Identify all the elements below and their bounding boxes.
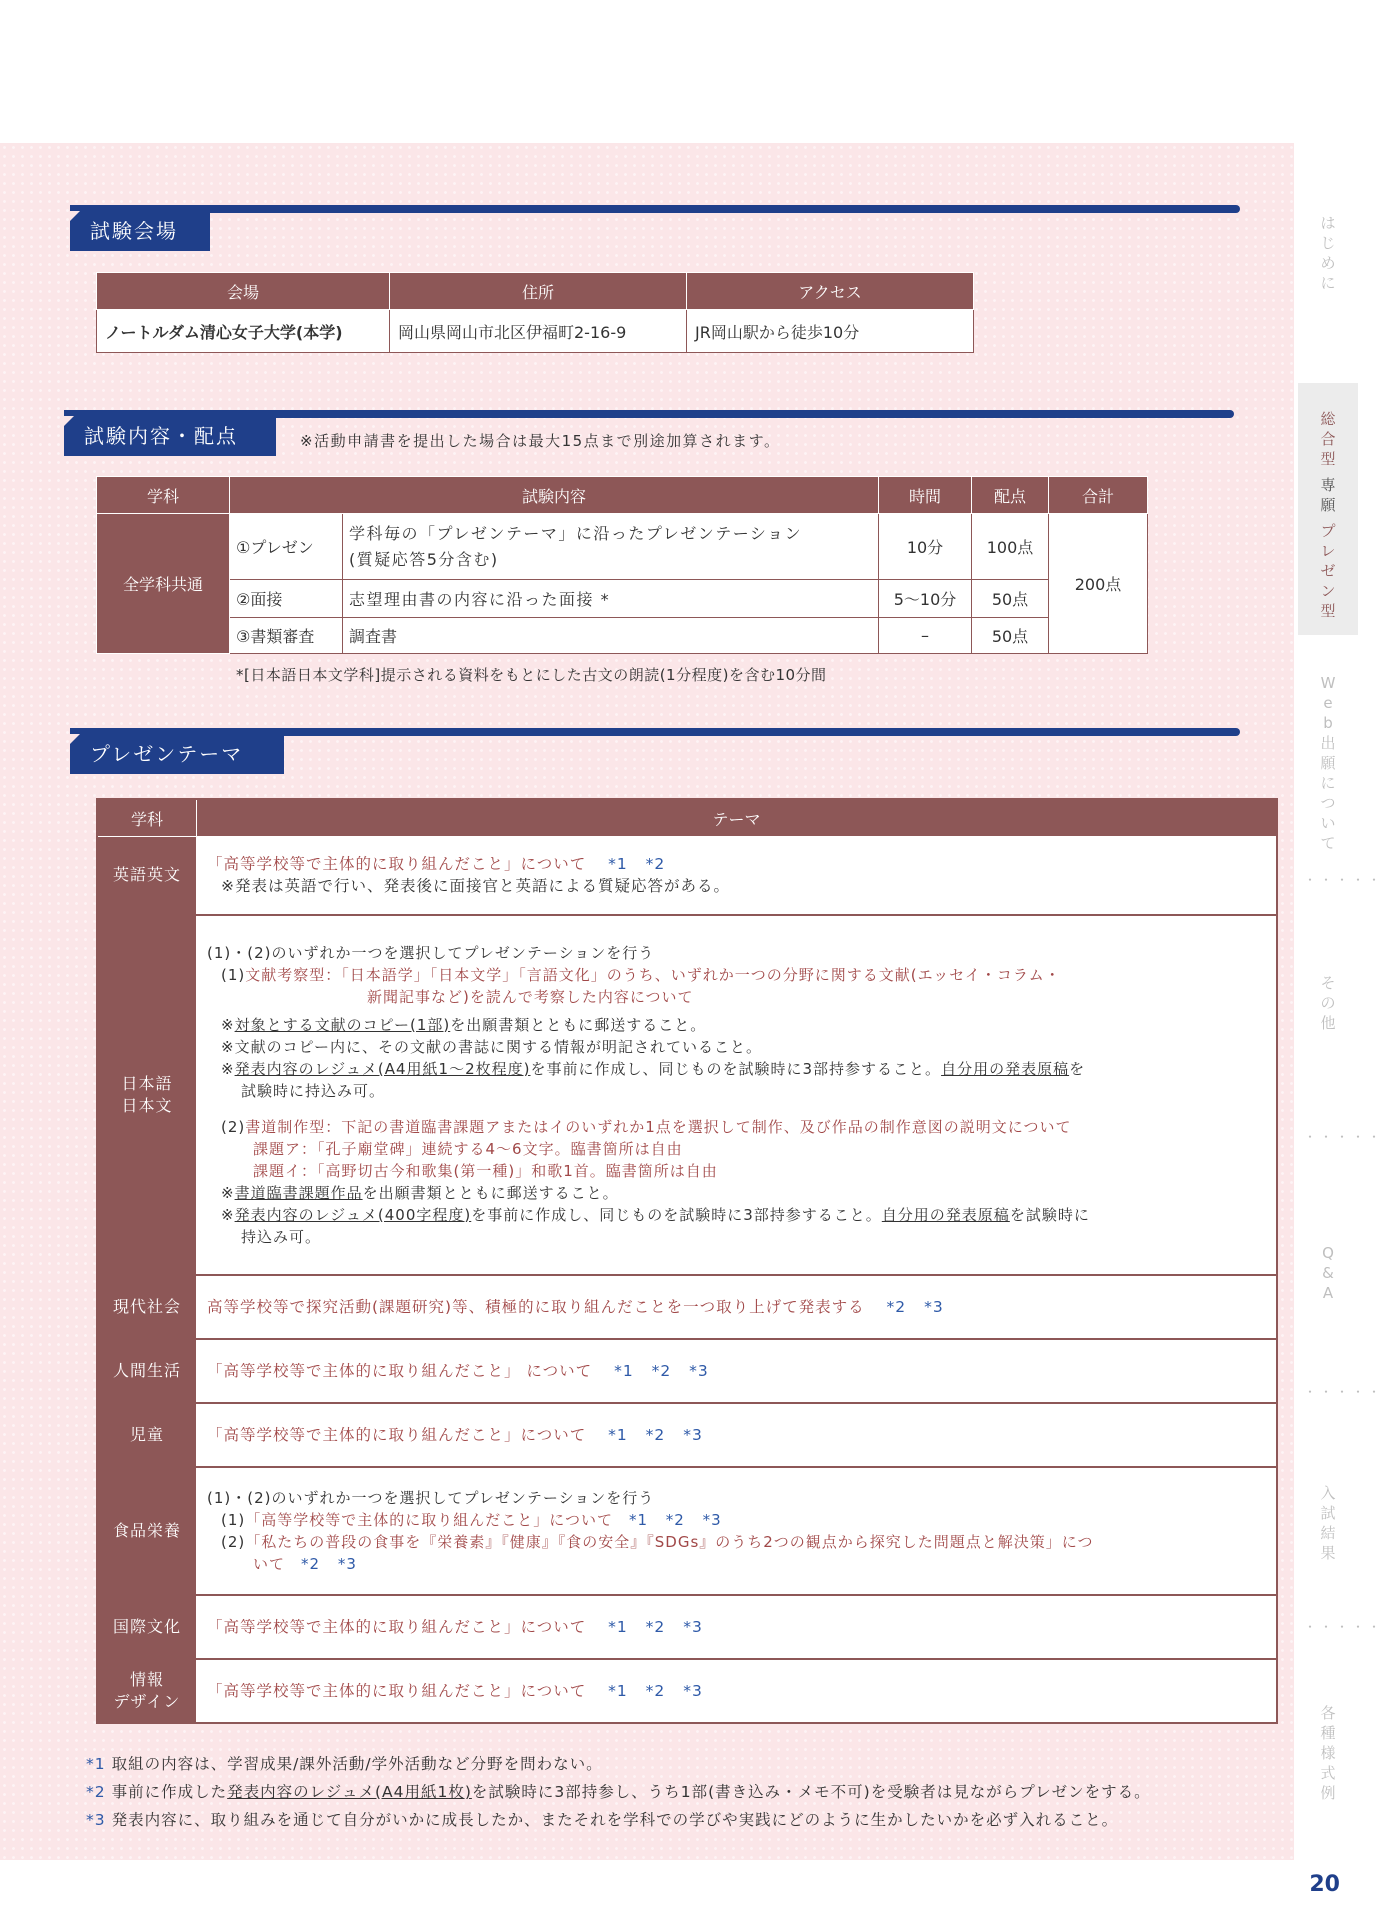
exam-points: 50点	[972, 618, 1049, 654]
exam-item: ①プレゼン	[230, 514, 343, 580]
nav-item-form-examples[interactable]: 各 種 様 式 例	[1320, 1704, 1336, 1802]
nav-divider: ・・・・・	[1304, 1620, 1384, 1634]
footnote-1: *1 取組の内容は、学習成果/課外活動/学外活動など分野を問わない。	[86, 1755, 603, 1773]
venue-name: ノートルダム清心女子大学(本学)	[97, 310, 390, 353]
nav-item-intro[interactable]: は じ め に	[1320, 214, 1336, 292]
theme-modern-society: 高等学校等で探究活動(課題研究)等、積極的に取り組んだことを一つ取り上げて発表する *2 *3	[197, 1275, 1278, 1339]
theme-header: 学科	[97, 799, 197, 837]
exam-header: 合計	[1049, 477, 1148, 514]
exam-header: 配点	[972, 477, 1049, 514]
dept-child: 児童	[97, 1403, 197, 1467]
theme-intl-culture: 「高等学校等で主体的に取り組んだこと」について *1 *2 *3	[197, 1595, 1278, 1659]
footnote-3: *3 発表内容に、取り組みを通じて自分がいかに成長したか、またそれを学科での学びや実践にどのように生かしたいかを必ず入れること。	[86, 1811, 1119, 1829]
theme-info-design: 「高等学校等で主体的に取り組んだこと」について *1 *2 *3	[197, 1659, 1278, 1723]
exam-content: 調査書	[343, 618, 879, 654]
venue-header: アクセス	[687, 273, 974, 310]
nav-item-comprehensive-presentation[interactable]: 総 合 型 専 願 プ レ ゼ ン 型	[1298, 383, 1358, 635]
exam-time: –	[879, 618, 972, 654]
footnote-2: *2 事前に作成した発表内容のレジュメ(A4用紙1枚)を試験時に3部持参し、うち1部(書き込み・メモ不可)を受験者は見ながらプレゼンをする。	[86, 1783, 1151, 1801]
section-title: 試験会場	[70, 211, 210, 251]
exam-time: 10分	[879, 514, 972, 580]
exam-points: 50点	[972, 580, 1049, 618]
nav-item-results[interactable]: 入 試 結 果	[1320, 1484, 1336, 1562]
exam-item: ②面接	[230, 580, 343, 618]
exam-header: 時間	[879, 477, 972, 514]
venue-table	[96, 272, 974, 353]
nav-item-qa[interactable]: Q & A	[1322, 1244, 1334, 1302]
dept-english: 英語英文	[97, 837, 197, 915]
theme-human-life: 「高等学校等で主体的に取り組んだこと」 について *1 *2 *3	[197, 1339, 1278, 1403]
nav-item-web-application[interactable]: W e b 出 願 に つ い て	[1320, 674, 1336, 852]
dept-japanese: 日本語 日本文	[97, 915, 197, 1275]
theme-child: 「高等学校等で主体的に取り組んだこと」について *1 *2 *3	[197, 1403, 1278, 1467]
exam-total: 200点	[1049, 514, 1148, 654]
bonus-note: ※活動申請書を提出した場合は最大15点まで別途加算されます。	[300, 432, 781, 450]
exam-group: 全学科共通	[97, 514, 230, 654]
section-title: プレゼンテーマ	[70, 734, 284, 774]
dept-modern-society: 現代社会	[97, 1275, 197, 1339]
exam-footnote: *[日本語日本文学科]提示される資料をもとにした古文の朗読(1分程度)を含む10分間	[236, 666, 827, 684]
theme-table	[96, 798, 1278, 1724]
exam-content: 学科毎の「プレゼンテーマ」に沿ったプレゼンテーション (質疑応答5分含む)	[343, 514, 879, 580]
theme-japanese: (1)・(2)のいずれか一つを選択してプレゼンテーションを行う (1)文献考察型：「日本語学」「日本文学」「言語文化」のうち、いずれか一つの分野に関する文献(エッセイ・コラム・ 新聞記事など)を読んで考察した内容について ※対象とする文献のコピー(1部)を出願書類とともに郵送すること。 ※文献のコピー内に、その文献の書誌に関する情報が明記されていること。 ※発表内容のレジュメ(A4用紙1〜2枚程度)を事前に作成し、同じものを試験時に3部持参すること。自分用の発表原稿を 試験時に持込み可。 (2)書道制作型：下記の書道臨書課題アまたはイのいずれか1点を選択して制作、及び作品の制作意図の説明文について 課題ア：「孔子廟堂碑」連続する4〜6文字。臨書箇所は自由 課題イ：「高野切古今和歌集(第一種)」和歌1首。臨書箇所は自由 ※書道臨書課題作品を出願書類とともに郵送すること。 ※発表内容のレジュメ(400字程度)を事前に作成し、同じものを試験時に3部持参すること。自分用の発表原稿を試験時に 持込み可。	[197, 915, 1278, 1275]
section-header-theme	[70, 728, 1240, 776]
exam-table	[96, 476, 1148, 654]
exam-header: 試験内容	[230, 477, 879, 514]
venue-header: 会場	[97, 273, 390, 310]
exam-time: 5〜10分	[879, 580, 972, 618]
dept-human-life: 人間生活	[97, 1339, 197, 1403]
venue-address: 岡山県岡山市北区伊福町2-16-9	[390, 310, 687, 353]
nav-divider: ・・・・・	[1304, 873, 1384, 887]
dept-food-nutrition: 食品栄養	[97, 1467, 197, 1595]
side-navigation	[1298, 143, 1384, 1860]
theme-english: 「高等学校等で主体的に取り組んだこと」について *1 *2 ※発表は英語で行い、発表後に面接官と英語による質疑応答がある。	[197, 837, 1278, 915]
exam-points: 100点	[972, 514, 1049, 580]
dept-intl-culture: 国際文化	[97, 1595, 197, 1659]
theme-header: テーマ	[197, 799, 1278, 837]
exam-header: 学科	[97, 477, 230, 514]
nav-divider: ・・・・・	[1304, 1385, 1384, 1399]
dept-info-design: 情報 デザイン	[97, 1659, 197, 1723]
nav-item-other[interactable]: そ の 他	[1320, 974, 1336, 1032]
section-header-venue	[70, 205, 1240, 253]
exam-item: ③書類審査	[230, 618, 343, 654]
venue-header: 住所	[390, 273, 687, 310]
page-number: 20	[1309, 1872, 1340, 1897]
venue-access: JR岡山駅から徒歩10分	[687, 310, 974, 353]
footnotes	[86, 1750, 1151, 1834]
theme-food-nutrition: (1)・(2)のいずれか一つを選択してプレゼンテーションを行う (1)「高等学校等で主体的に取り組んだこと」について *1 *2 *3 (2)「私たちの普段の食事を『栄養素』『健康』『食の安全』『SDGs』のうち2つの観点から探究した問題点と解決策」につ いて *2 *3	[197, 1467, 1278, 1595]
nav-divider: ・・・・・	[1304, 1130, 1384, 1144]
exam-content: 志望理由書の内容に沿った面接 *	[343, 580, 879, 618]
section-title: 試験内容・配点	[64, 416, 276, 456]
